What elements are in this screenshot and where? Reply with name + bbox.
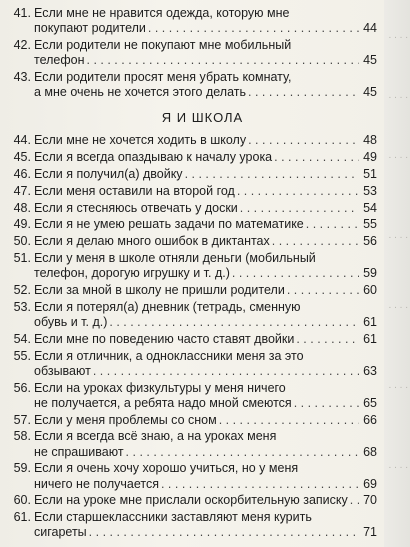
entry-title xyxy=(34,70,377,100)
toc-entry xyxy=(8,461,377,491)
entry-title-line: Если я потерял(а) дневник (тетрадь, сменную xyxy=(34,299,301,314)
page-number: 61 xyxy=(363,314,377,329)
entry-title xyxy=(34,461,377,491)
entry-title-line: Если я стесняюсь отвечать у доски xyxy=(34,200,238,215)
entry-title xyxy=(34,133,377,148)
dot-leader xyxy=(109,315,359,330)
dot-leader xyxy=(148,21,359,36)
entry-title-line: Если я очень хочу хорошо учиться, но у меня xyxy=(34,461,299,476)
dot-leader xyxy=(350,493,359,508)
entry-title-line: Если мне по поведению часто ставят двойки xyxy=(34,331,295,346)
page-number: 49 xyxy=(363,150,377,165)
toc-entry xyxy=(8,510,377,540)
entry-title-line: Если на уроках физкультуры у меня ничего xyxy=(34,380,286,395)
page-number: 60 xyxy=(363,282,377,297)
dot-leader xyxy=(161,477,359,492)
page-number: 65 xyxy=(363,395,377,410)
entry-title-line: Если меня оставили на второй год xyxy=(34,183,235,198)
entry-number: 57. xyxy=(13,412,31,427)
toc-entry xyxy=(8,429,377,459)
entry-title-line: покупают родители xyxy=(34,21,146,36)
dot-leader xyxy=(274,150,359,165)
entry-title-line: сигареты xyxy=(34,525,87,540)
toc-entry xyxy=(8,217,377,232)
page-number: 61 xyxy=(363,331,377,346)
page-number: 63 xyxy=(363,363,377,378)
entry-title-line: Если у меня проблемы со сном xyxy=(34,412,217,427)
entry-title-line: Если мне не нравится одежда, которую мне xyxy=(34,6,290,20)
entry-title-line: обзывают xyxy=(34,363,91,378)
facing-page-bleed: . . . . . . . . . . . . . . . . . . . . . . . . . . . . xyxy=(384,0,410,547)
toc-entry xyxy=(8,150,377,165)
entry-title-line: Если родители не покупают мне мобильный xyxy=(34,38,292,52)
entry-title xyxy=(34,283,377,298)
page-number: 59 xyxy=(363,266,377,281)
toc-entry xyxy=(8,6,377,36)
entry-title xyxy=(34,217,377,232)
dot-leader xyxy=(93,364,359,379)
page-number: 71 xyxy=(363,525,377,540)
entry-title-line: обувь и т. д.) xyxy=(34,314,108,329)
toc-entry xyxy=(8,201,377,216)
toc-entry xyxy=(8,251,377,281)
entry-title xyxy=(34,429,377,459)
page-number: 54 xyxy=(363,200,377,215)
toc-entry xyxy=(8,332,377,347)
dot-leader xyxy=(232,266,359,281)
page-number: 45 xyxy=(363,85,377,100)
page-number: 51 xyxy=(363,167,377,181)
section-title: Я И ШКОЛА xyxy=(161,110,244,126)
entry-title xyxy=(34,184,377,199)
entry-title-line: а мне очень не хочется этого делать xyxy=(34,85,247,100)
entry-number: 41. xyxy=(13,6,31,20)
entry-number: 55. xyxy=(13,348,31,363)
page-number: 56 xyxy=(363,234,377,249)
entry-number: 60. xyxy=(13,493,31,508)
page-number: 55 xyxy=(363,217,377,232)
entry-title-line: Если я не умею решать задачи по математике xyxy=(34,217,304,232)
entry-title-line: Если я получил(а) двойку xyxy=(34,167,183,181)
page-number: 45 xyxy=(363,53,377,68)
entry-number: 44. xyxy=(13,133,31,148)
entry-title-line: Если я всегда всё знаю, а на уроках меня xyxy=(34,429,277,444)
entry-number: 45. xyxy=(13,150,31,165)
entry-number: 61. xyxy=(13,510,31,525)
entry-title xyxy=(34,300,377,330)
toc-entry xyxy=(8,184,377,199)
dot-leader xyxy=(240,201,359,216)
page-number: 48 xyxy=(363,133,377,148)
toc-entry xyxy=(8,283,377,298)
entry-title xyxy=(34,167,377,182)
entry-number: 43. xyxy=(13,70,31,84)
entry-number: 50. xyxy=(13,234,31,249)
entry-title xyxy=(34,251,377,281)
entry-title xyxy=(34,413,377,428)
entry-title-line: Если за мной в школу не пришли родители xyxy=(34,282,285,297)
toc-entry xyxy=(8,70,377,100)
entry-title-line: Если я делаю много ошибок в диктантах xyxy=(34,234,270,249)
toc-entry xyxy=(8,381,377,411)
dot-leader xyxy=(248,133,359,148)
dot-leader xyxy=(219,413,359,428)
dot-leader xyxy=(306,217,359,232)
toc-entry xyxy=(8,493,377,508)
dot-leader xyxy=(87,53,359,68)
entry-title-line: Если старшеклассники заставляют меня курить xyxy=(34,510,312,525)
entry-title-line: не получается, а ребята надо мной смеются xyxy=(34,395,292,410)
toc-list-school xyxy=(8,133,377,540)
entry-number: 42. xyxy=(13,38,31,52)
entry-title xyxy=(34,349,377,379)
entry-number: 58. xyxy=(13,429,31,444)
entry-title xyxy=(34,234,377,249)
entry-number: 47. xyxy=(13,183,31,198)
page-number: 69 xyxy=(363,476,377,491)
entry-title-line: Если на уроке мне прислали оскорбительную записку xyxy=(34,493,348,508)
entry-title xyxy=(34,381,377,411)
toc-entry xyxy=(8,349,377,379)
entry-title-line: Если я отличник, а одноклассники меня за это xyxy=(34,348,304,363)
table-of-contents xyxy=(8,6,377,542)
page-number: 44 xyxy=(363,21,377,36)
entry-number: 51. xyxy=(13,250,31,265)
entry-title-line: ничего не получается xyxy=(34,476,159,491)
dot-leader xyxy=(237,184,359,199)
toc-entry xyxy=(8,234,377,249)
entry-title-line: Если мне не хочется ходить в школу xyxy=(34,133,247,148)
entry-title xyxy=(34,6,377,36)
toc-entry xyxy=(8,133,377,148)
entry-number: 46. xyxy=(13,167,31,181)
entry-title-line: Если родители просят меня убрать комнату, xyxy=(34,70,292,84)
toc-list-top xyxy=(8,6,377,100)
entry-title xyxy=(34,510,377,540)
page-number: 70 xyxy=(363,493,377,508)
entry-title-line: Если у меня в школе отняли деньги (мобильный xyxy=(34,250,316,265)
entry-title xyxy=(34,493,377,508)
entry-number: 48. xyxy=(13,200,31,215)
entry-title xyxy=(34,150,377,165)
dot-leader xyxy=(296,332,359,347)
toc-entry xyxy=(8,38,377,68)
page-number: 66 xyxy=(363,412,377,427)
entry-number: 54. xyxy=(13,331,31,346)
entry-number: 59. xyxy=(13,461,31,476)
entry-title-line: телефон xyxy=(34,53,85,68)
toc-entry xyxy=(8,413,377,428)
entry-number: 53. xyxy=(13,299,31,314)
dot-leader xyxy=(272,234,359,249)
entry-number: 52. xyxy=(13,282,31,297)
dot-leader xyxy=(185,167,359,182)
entry-title xyxy=(34,201,377,216)
page-number: 53 xyxy=(363,183,377,198)
dot-leader xyxy=(287,283,359,298)
entry-title xyxy=(34,38,377,68)
page-number: 68 xyxy=(363,444,377,459)
toc-entry xyxy=(8,167,377,182)
entry-title-line: телефон, дорогую игрушку и т. д.) xyxy=(34,266,230,281)
dot-leader xyxy=(126,445,359,460)
entry-number: 56. xyxy=(13,380,31,395)
dot-leader xyxy=(294,396,359,411)
dot-leader xyxy=(248,85,359,100)
entry-title xyxy=(34,332,377,347)
entry-number: 49. xyxy=(13,217,31,232)
entry-title-line: Если я всегда опаздываю к началу урока xyxy=(34,150,273,165)
entry-title-line: не спрашивают xyxy=(34,444,124,459)
dot-leader xyxy=(89,525,359,540)
toc-entry xyxy=(8,300,377,330)
